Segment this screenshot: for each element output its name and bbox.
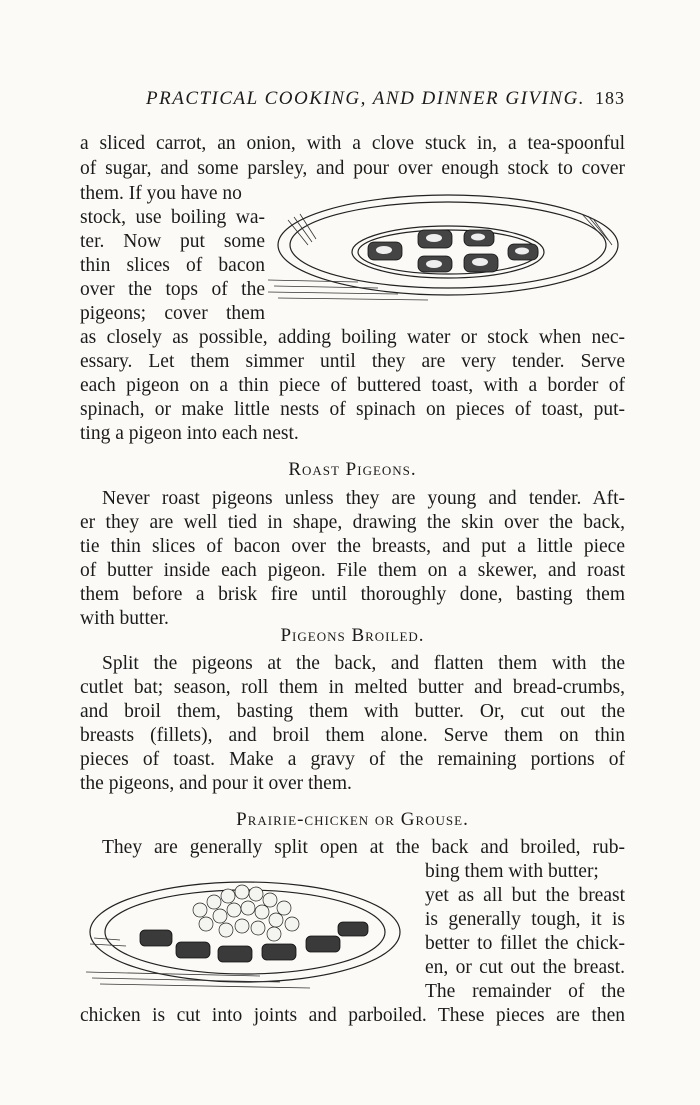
page-number: 183	[595, 88, 625, 108]
section-heading: Roast Pigeons.	[288, 459, 417, 480]
text-line: Split the pigeons at the back, and flatten them with the	[102, 653, 625, 674]
text-line: over the tops of the	[80, 279, 265, 300]
pigeon-platter-illustration	[268, 190, 628, 320]
page-header	[80, 88, 625, 114]
text-line: of butter inside each pigeon. File them on a skewer, and roast	[80, 560, 625, 581]
text-line: er they are well tied in shape, drawing the skin over the back,	[80, 512, 625, 533]
text-line: the pigeons, and pour it over them.	[80, 773, 352, 794]
text-line: breasts (fillets), and broil them alone. Serve them on thin	[80, 725, 625, 746]
text-line: better to fillet the chick-	[425, 933, 625, 954]
text-line: and broil them, basting them with butter. Or, cut out the	[80, 701, 625, 722]
text-line: tie thin slices of bacon over the breasts, and put a little piece	[80, 536, 625, 557]
text-line: The remainder of the	[425, 981, 625, 1002]
text-line: them before a brisk fire until thoroughly done, basting them	[80, 584, 625, 605]
grouse-platter-illustration	[80, 860, 415, 995]
text-line: They are generally split open at the back and broiled, rub-	[102, 837, 625, 858]
text-line: with butter.	[80, 608, 169, 629]
running-title: PRACTICAL COOKING, AND DINNER GIVING.	[146, 88, 586, 109]
text-line: bing them with butter;	[425, 861, 599, 882]
section-heading: Pigeons Broiled.	[280, 625, 425, 646]
section-heading: Prairie-chicken or Grouse.	[236, 809, 469, 830]
text-line: as closely as possible, adding boiling water or stock when nec-	[80, 327, 625, 348]
text-line: cutlet bat; season, roll them in melted butter and bread-crumbs,	[80, 677, 625, 698]
text-line: of sugar, and some parsley, and pour over enough stock to cover	[80, 158, 625, 179]
text-line: essary. Let them simmer until they are very tender. Serve	[80, 351, 625, 372]
text-line: is generally tough, it is	[425, 909, 625, 930]
text-line: Never roast pigeons unless they are young and tender. Aft-	[102, 488, 625, 509]
text-line: stock, use boiling wa-	[80, 207, 265, 228]
text-line: pigeons; cover them	[80, 303, 265, 324]
text-line: ting a pigeon into each nest.	[80, 423, 299, 444]
text-line: each pigeon on a thin piece of buttered toast, with a border of	[80, 375, 625, 396]
text-line: pieces of toast. Make a gravy of the remaining portions of	[80, 749, 625, 770]
text-line: en, or cut out the breast.	[425, 957, 625, 978]
text-line: thin slices of bacon	[80, 255, 265, 276]
text-line: them. If you have no	[80, 183, 242, 204]
text-line: ter. Now put some	[80, 231, 265, 252]
text-line: spinach, or make little nests of spinach on pieces of toast, put-	[80, 399, 625, 420]
text-line: a sliced carrot, an onion, with a clove stuck in, a tea-spoonful	[80, 133, 625, 154]
text-line: chicken is cut into joints and parboiled. These pieces are then	[80, 1005, 625, 1026]
text-line: yet as all but the breast	[425, 885, 625, 906]
